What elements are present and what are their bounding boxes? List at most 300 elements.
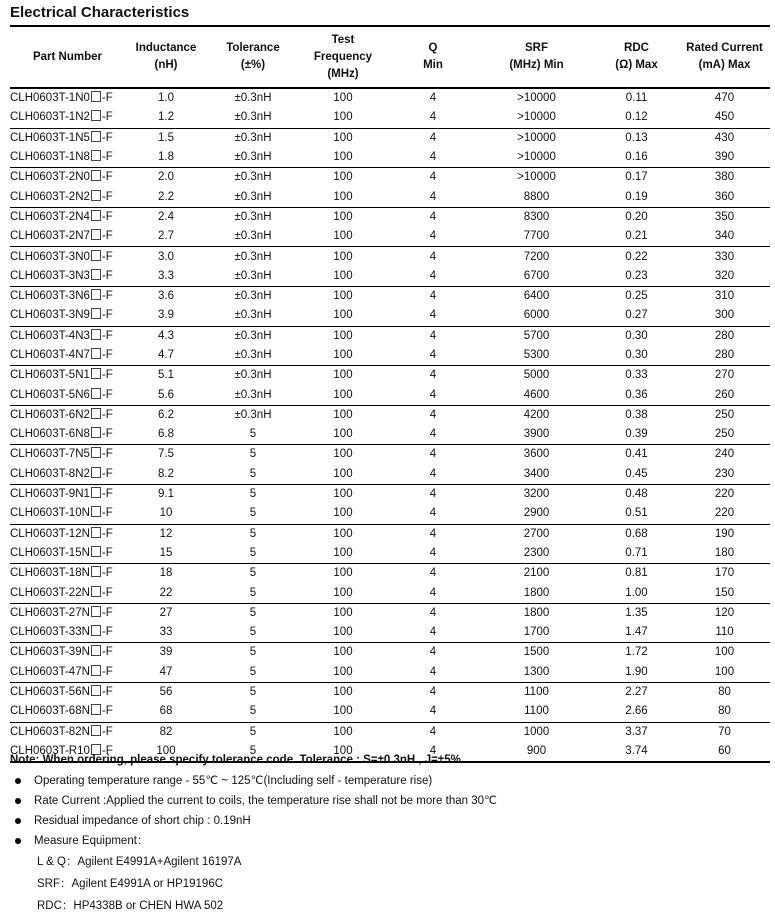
- cell-rdc: 0.71: [594, 544, 679, 564]
- cell-inductance: 27: [159, 606, 173, 619]
- cell-srf: 3900: [479, 425, 594, 445]
- header-line: Inductance: [135, 42, 197, 54]
- table-row: [10, 366, 770, 386]
- cell-rdc: 0.20: [625, 210, 648, 223]
- part-number-prefix: CLH0603T-68N: [10, 705, 90, 718]
- tolerance-code-box-icon: [91, 467, 101, 478]
- table-row: [10, 564, 770, 584]
- table-row: [10, 207, 770, 227]
- cell-part-number: [10, 484, 125, 504]
- cell-tolerance: 5: [207, 742, 299, 762]
- cell-part-number: [10, 583, 125, 603]
- cell-q-min: 4: [429, 725, 437, 738]
- cell-test-frequency: 100: [299, 108, 387, 128]
- part-number-suffix: -F: [101, 369, 113, 382]
- bullet-measure-equipment: [10, 831, 770, 851]
- cell-inductance: 6.2: [158, 408, 174, 421]
- part-number-prefix: CLH0603T-18N: [10, 567, 90, 580]
- cell-rdc: 2.66: [594, 702, 679, 722]
- cell-rdc: 0.13: [625, 131, 648, 144]
- cell-test-frequency: 100: [333, 131, 353, 144]
- part-number-prefix: CLH0603T-12N: [10, 527, 90, 540]
- cell-srf: 2100: [523, 567, 550, 580]
- cell-test-frequency: 100: [333, 646, 353, 659]
- cell-inductance: 8.2: [125, 465, 207, 485]
- part-number-prefix: CLH0603T-2N7: [10, 230, 90, 243]
- cell-inductance: 7.5: [158, 448, 174, 461]
- tolerance-code-box-icon: [91, 131, 101, 142]
- cell-srf: 1500: [523, 646, 550, 659]
- tolerance-code-box-icon: [91, 190, 101, 201]
- header-q-min: [387, 26, 479, 88]
- header-rdc: [594, 26, 679, 88]
- part-number-prefix: CLH0603T-56N: [10, 686, 90, 699]
- header-line: Min: [423, 59, 443, 71]
- cell-srf: 7700: [479, 227, 594, 247]
- cell-rdc: 0.48: [625, 488, 648, 501]
- tolerance-code-box-icon: [91, 427, 101, 438]
- part-number-prefix: CLH0603T-3N0: [10, 250, 90, 263]
- tolerance-code-box-icon: [91, 91, 101, 102]
- cell-rdc: 1.47: [594, 623, 679, 643]
- equipment-lq: L & Q：Agilent E4991A+Agilent 16197A: [37, 856, 242, 868]
- part-number-suffix: -F: [101, 250, 113, 263]
- bullet-text: Operating temperature range - 55℃ ~ 125℃(Including self - temperature rise): [34, 775, 433, 787]
- cell-rated-current: 230: [679, 465, 770, 485]
- cell-srf: 6000: [479, 306, 594, 326]
- cell-part-number: [10, 207, 125, 227]
- cell-rdc: 0.36: [594, 385, 679, 405]
- part-number-suffix: -F: [101, 131, 113, 144]
- cell-test-frequency: 100: [299, 227, 387, 247]
- cell-q-min: 4: [387, 108, 479, 128]
- cell-test-frequency: 100: [333, 92, 353, 105]
- part-number-suffix: -F: [101, 567, 113, 580]
- equipment-srf: SRF：Agilent E4991A or HP19196C: [37, 878, 224, 890]
- table-row: [10, 247, 770, 267]
- cell-part-number: [10, 148, 125, 168]
- cell-rdc: 0.25: [625, 290, 648, 303]
- cell-inductance: 33: [125, 623, 207, 643]
- cell-srf: 1000: [523, 725, 550, 738]
- cell-part-number: [10, 286, 125, 306]
- part-number-suffix: -F: [101, 309, 113, 322]
- header-line: Rated Current: [686, 42, 763, 54]
- cell-rdc: 0.33: [625, 369, 648, 382]
- part-number-prefix: CLH0603T-1N8: [10, 151, 90, 164]
- part-number-suffix: -F: [101, 171, 113, 184]
- part-number-prefix: CLH0603T-1N0: [10, 92, 90, 105]
- table-row: [10, 425, 770, 445]
- cell-q-min: 4: [429, 448, 437, 461]
- part-number-prefix: CLH0603T-2N4: [10, 210, 90, 223]
- cell-rated-current: 110: [679, 623, 770, 643]
- cell-q-min: 4: [429, 171, 437, 184]
- cell-tolerance: ±0.3nH: [234, 250, 272, 263]
- part-number-suffix: -F: [101, 488, 113, 501]
- cell-rdc: 0.22: [625, 250, 648, 263]
- part-number-suffix: -F: [101, 467, 113, 480]
- table-header-row: [10, 26, 770, 88]
- cell-test-frequency: 100: [333, 329, 353, 342]
- part-number-suffix: -F: [101, 349, 113, 361]
- tolerance-code-box-icon: [91, 665, 101, 676]
- cell-inductance: 22: [125, 583, 207, 603]
- header-line: Test: [331, 33, 355, 46]
- cell-tolerance: ±0.3nH: [234, 131, 272, 144]
- part-number-prefix: CLH0603T-6N2: [10, 408, 90, 421]
- tolerance-code-box-icon: [91, 447, 101, 458]
- cell-inductance: 5.6: [125, 385, 207, 405]
- part-number-suffix: -F: [101, 210, 113, 223]
- cell-q-min: 4: [429, 488, 437, 501]
- cell-part-number: [10, 722, 125, 742]
- cell-srf: 1100: [479, 702, 594, 722]
- cell-tolerance: ±0.3nH: [207, 148, 299, 168]
- cell-test-frequency: 100: [299, 148, 387, 168]
- cell-rdc: 3.74: [594, 742, 679, 762]
- cell-part-number: [10, 702, 125, 722]
- cell-inductance: 47: [125, 663, 207, 683]
- cell-test-frequency: 100: [299, 623, 387, 643]
- table-row: [10, 326, 770, 346]
- part-number-suffix: -F: [101, 686, 113, 699]
- cell-rated-current: 360: [679, 187, 770, 207]
- tolerance-code-box-icon: [91, 487, 101, 498]
- part-number-suffix: -F: [101, 329, 113, 342]
- cell-srf: 8300: [523, 210, 550, 223]
- cell-rated-current: 80: [679, 702, 770, 722]
- cell-q-min: 4: [429, 567, 437, 580]
- cell-q-min: 4: [387, 504, 479, 524]
- header-line: (±%): [240, 59, 266, 71]
- cell-q-min: 4: [387, 346, 479, 366]
- cell-inductance: 12: [159, 527, 173, 540]
- table-row: [10, 623, 770, 643]
- cell-rated-current: 330: [714, 250, 735, 263]
- part-number-prefix: CLH0603T-15N: [10, 546, 90, 559]
- cell-tolerance: 5: [207, 465, 299, 485]
- cell-rdc: 0.12: [594, 108, 679, 128]
- cell-inductance: 9.1: [158, 488, 174, 501]
- cell-tolerance: 5: [207, 504, 299, 524]
- cell-srf: 3400: [479, 465, 594, 485]
- cell-rated-current: 150: [679, 583, 770, 603]
- tolerance-code-box-icon: [91, 685, 101, 696]
- cell-part-number: [10, 405, 125, 425]
- cell-test-frequency: 100: [333, 290, 353, 303]
- tolerance-code-box-icon: [91, 388, 101, 399]
- table-row: [10, 306, 770, 326]
- header-line: Q: [428, 42, 438, 54]
- cell-q-min: 4: [387, 702, 479, 722]
- part-number-suffix: -F: [101, 428, 113, 441]
- cell-tolerance: 5: [207, 583, 299, 603]
- cell-inductance: 5.1: [158, 369, 174, 382]
- cell-q-min: 4: [387, 623, 479, 643]
- electrical-characteristics-table: [10, 25, 770, 763]
- cell-srf: 1700: [479, 623, 594, 643]
- part-number-prefix: CLH0603T-3N9: [10, 309, 90, 322]
- bullet-text: Rate Current :Applied the current to coils, the temperature rise shall not be more than 30℃: [34, 795, 497, 807]
- cell-test-frequency: 100: [333, 448, 353, 461]
- cell-tolerance: 5: [207, 623, 299, 643]
- cell-q-min: 4: [429, 527, 437, 540]
- cell-inductance: 2.2: [125, 187, 207, 207]
- tolerance-code-box-icon: [91, 566, 101, 577]
- cell-tolerance: ±0.3nH: [234, 329, 272, 342]
- cell-tolerance: 5: [249, 686, 257, 699]
- cell-inductance: 1.8: [125, 148, 207, 168]
- cell-q-min: 4: [387, 187, 479, 207]
- cell-rated-current: 190: [714, 527, 735, 540]
- cell-test-frequency: 100: [299, 425, 387, 445]
- cell-srf: 2300: [479, 544, 594, 564]
- cell-q-min: 4: [387, 583, 479, 603]
- cell-rdc: 1.35: [625, 606, 648, 619]
- bullet-dot-icon: [15, 838, 21, 844]
- cell-rated-current: 390: [679, 148, 770, 168]
- cell-test-frequency: 100: [333, 408, 353, 421]
- part-number-suffix: -F: [101, 448, 113, 461]
- part-number-prefix: CLH0603T-3N6: [10, 290, 90, 303]
- cell-rated-current: 250: [714, 408, 735, 421]
- part-number-suffix: -F: [101, 151, 113, 164]
- cell-srf: 6400: [523, 290, 550, 303]
- part-number-suffix: -F: [101, 269, 113, 282]
- cell-inductance: 4.3: [158, 329, 174, 342]
- cell-srf: 5300: [479, 346, 594, 366]
- table-row: [10, 583, 770, 603]
- table-row: [10, 227, 770, 247]
- part-number-suffix: -F: [101, 111, 113, 124]
- part-number-suffix: -F: [101, 507, 113, 520]
- header-line: (MHz) Min: [509, 59, 564, 71]
- cell-tolerance: ±0.3nH: [207, 306, 299, 326]
- cell-inductance: 3.6: [158, 290, 174, 303]
- table-row: [10, 405, 770, 425]
- cell-srf: >10000: [479, 108, 594, 128]
- cell-q-min: 4: [387, 742, 479, 762]
- cell-rdc: 0.39: [594, 425, 679, 445]
- header-tolerance: [207, 26, 299, 88]
- cell-part-number: [10, 425, 125, 445]
- cell-test-frequency: 100: [299, 504, 387, 524]
- cell-q-min: 4: [387, 465, 479, 485]
- cell-rdc: 1.00: [594, 583, 679, 603]
- header-line: Frequency: [313, 50, 373, 63]
- table-row: [10, 108, 770, 128]
- cell-inductance: 4.7: [125, 346, 207, 366]
- table-row: [10, 465, 770, 485]
- cell-tolerance: ±0.3nH: [234, 369, 272, 382]
- cell-srf: >10000: [517, 171, 556, 184]
- part-number-suffix: -F: [101, 388, 113, 401]
- part-number-prefix: CLH0603T-8N2: [10, 467, 90, 480]
- cell-rdc: 0.45: [594, 465, 679, 485]
- cell-srf: 3600: [523, 448, 550, 461]
- cell-q-min: 4: [387, 425, 479, 445]
- header-line: (mA) Max: [698, 59, 751, 71]
- cell-srf: 4600: [479, 385, 594, 405]
- cell-tolerance: ±0.3nH: [234, 408, 272, 421]
- cell-q-min: 4: [429, 329, 437, 342]
- cell-test-frequency: 100: [333, 171, 353, 184]
- cell-rated-current: 180: [679, 544, 770, 564]
- cell-part-number: [10, 128, 125, 148]
- cell-inductance: 82: [159, 725, 173, 738]
- cell-part-number: [10, 623, 125, 643]
- tolerance-code-box-icon: [91, 308, 101, 319]
- cell-q-min: 4: [429, 408, 437, 421]
- header-test-frequency: [299, 26, 387, 88]
- cell-tolerance: 5: [249, 606, 257, 619]
- cell-rated-current: 280: [679, 346, 770, 366]
- table-row: [10, 128, 770, 148]
- cell-q-min: 4: [387, 227, 479, 247]
- cell-tolerance: ±0.3nH: [207, 267, 299, 287]
- cell-srf: 900: [479, 742, 594, 762]
- cell-rdc: 0.41: [625, 448, 648, 461]
- cell-rdc: 0.17: [625, 171, 648, 184]
- cell-tolerance: ±0.3nH: [234, 290, 272, 303]
- part-number-prefix: CLH0603T-82N: [10, 725, 90, 738]
- cell-part-number: [10, 682, 125, 702]
- table-row: [10, 267, 770, 287]
- cell-inductance: 1.5: [158, 131, 174, 144]
- cell-rdc: 1.72: [625, 646, 648, 659]
- tolerance-code-box-icon: [91, 210, 101, 221]
- cell-test-frequency: 100: [299, 465, 387, 485]
- table-row: [10, 286, 770, 306]
- tolerance-code-box-icon: [91, 269, 101, 280]
- cell-inductance: 3.9: [125, 306, 207, 326]
- cell-part-number: [10, 524, 125, 544]
- cell-part-number: [10, 267, 125, 287]
- cell-part-number: [10, 504, 125, 524]
- cell-q-min: 4: [429, 92, 437, 105]
- cell-test-frequency: 100: [299, 346, 387, 366]
- part-number-prefix: CLH0603T-22N: [10, 586, 90, 599]
- cell-part-number: [10, 465, 125, 485]
- cell-part-number: [10, 346, 125, 366]
- cell-srf: 5700: [523, 329, 550, 342]
- part-number-prefix: CLH0603T-9N1: [10, 488, 90, 501]
- cell-inductance: 39: [159, 646, 173, 659]
- cell-test-frequency: 100: [299, 267, 387, 287]
- cell-rated-current: 260: [679, 385, 770, 405]
- cell-tolerance: 5: [207, 425, 299, 445]
- cell-test-frequency: 100: [299, 663, 387, 683]
- cell-tolerance: 5: [249, 488, 257, 501]
- table-body: [10, 88, 770, 762]
- bullet-dot-icon: [15, 818, 21, 824]
- cell-inductance: 2.0: [158, 171, 174, 184]
- part-number-suffix: -F: [101, 92, 113, 105]
- bullet-text: Measure Equipment：: [34, 835, 149, 847]
- part-number-suffix: -F: [101, 230, 113, 243]
- cell-q-min: 4: [387, 267, 479, 287]
- part-number-prefix: CLH0603T-5N6: [10, 388, 90, 401]
- cell-rated-current: 320: [679, 267, 770, 287]
- cell-rdc: 0.38: [625, 408, 648, 421]
- cell-part-number: [10, 544, 125, 564]
- cell-srf: 3200: [523, 488, 550, 501]
- part-number-prefix: CLH0603T-5N1: [10, 369, 90, 382]
- cell-part-number: [10, 88, 125, 108]
- bullet-dot-icon: [15, 798, 21, 804]
- cell-srf: 8800: [479, 187, 594, 207]
- bullet-dot-icon: [15, 778, 21, 784]
- cell-test-frequency: 100: [299, 187, 387, 207]
- header-rated-current: [679, 26, 770, 88]
- cell-rated-current: 100: [679, 663, 770, 683]
- part-number-suffix: -F: [101, 190, 113, 203]
- cell-test-frequency: 100: [299, 583, 387, 603]
- cell-part-number: [10, 663, 125, 683]
- cell-part-number: [10, 108, 125, 128]
- cell-q-min: 4: [387, 385, 479, 405]
- part-number-suffix: -F: [101, 546, 113, 559]
- cell-rated-current: 220: [679, 504, 770, 524]
- header-part-number: [10, 26, 125, 88]
- cell-q-min: 4: [387, 148, 479, 168]
- cell-part-number: [10, 326, 125, 346]
- cell-rated-current: 80: [718, 686, 731, 699]
- tolerance-code-box-icon: [91, 546, 101, 557]
- cell-srf: 1800: [479, 583, 594, 603]
- cell-tolerance: ±0.3nH: [207, 187, 299, 207]
- tolerance-code-box-icon: [91, 110, 101, 121]
- cell-part-number: [10, 385, 125, 405]
- table-row: [10, 722, 770, 742]
- header-line: (MHz): [327, 67, 359, 80]
- table-row: [10, 88, 770, 108]
- section-title: Electrical Characteristics: [10, 4, 190, 21]
- part-number-prefix: CLH0603T-33N: [10, 626, 90, 639]
- tolerance-code-box-icon: [91, 229, 101, 240]
- table-row: [10, 702, 770, 722]
- cell-tolerance: 5: [249, 646, 257, 659]
- cell-part-number: [10, 643, 125, 663]
- part-number-prefix: CLH0603T-6N8: [10, 428, 90, 441]
- part-number-prefix: CLH0603T-R10: [10, 744, 90, 757]
- table-row: [10, 187, 770, 207]
- part-number-prefix: CLH0603T-27N: [10, 606, 90, 619]
- part-number-prefix: CLH0603T-10N: [10, 507, 90, 520]
- cell-part-number: [10, 366, 125, 386]
- part-number-suffix: -F: [101, 725, 113, 738]
- bullet-rated-current: [10, 791, 770, 811]
- notes-section: [10, 749, 770, 917]
- cell-inductance: 1.0: [158, 92, 174, 105]
- header-line: (Ω) Max: [615, 59, 658, 71]
- part-number-suffix: -F: [101, 408, 113, 421]
- part-number-suffix: -F: [101, 665, 113, 678]
- cell-rated-current: 340: [679, 227, 770, 247]
- cell-rated-current: 300: [679, 306, 770, 326]
- cell-test-frequency: 100: [333, 250, 353, 263]
- part-number-suffix: -F: [101, 626, 113, 639]
- bullet-operating-temperature: [10, 771, 770, 791]
- cell-tolerance: ±0.3nH: [207, 385, 299, 405]
- cell-inductance: 68: [125, 702, 207, 722]
- cell-test-frequency: 100: [299, 306, 387, 326]
- tolerance-code-box-icon: [91, 704, 101, 715]
- cell-tolerance: 5: [249, 527, 257, 540]
- part-number-suffix: -F: [101, 527, 113, 540]
- part-number-prefix: CLH0603T-47N: [10, 665, 90, 678]
